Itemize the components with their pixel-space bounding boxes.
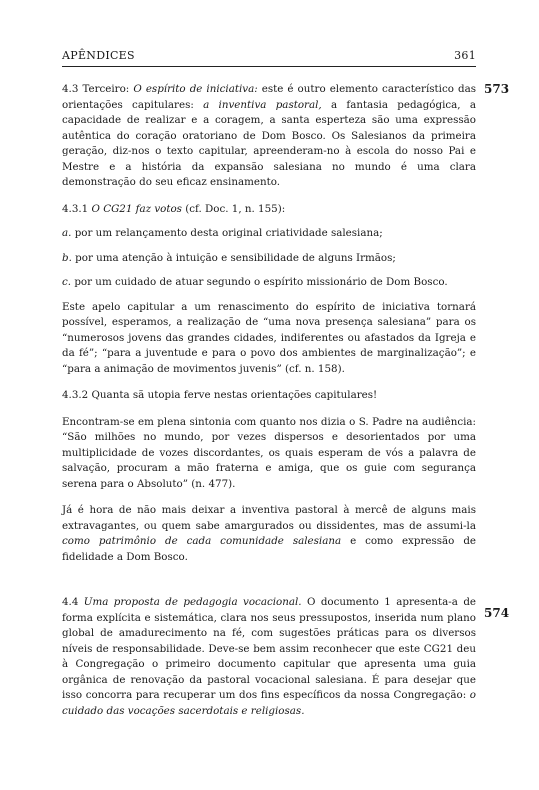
page-number: 361 bbox=[454, 49, 476, 62]
header-rule bbox=[62, 66, 476, 67]
list-item-b: b. por uma atenção à intuição e sensibilidade de alguns Irmãos; bbox=[62, 251, 396, 264]
list-item-a: a. por um relançamento desta original criatividade salesiana; bbox=[62, 227, 383, 239]
margin-number-574: 574 bbox=[484, 606, 510, 620]
paragraph-4-3-2-b: Já é hora de não mais deixar a inventiva pastoral à mercê de alguns mais extravagantes, ou quem sabe amargurados ou dissidentes, mas de assumi-la como patrimônio de cada comunidade salesiana e como expressão de fidelidade a Dom Bosco. bbox=[62, 504, 476, 563]
body-text bbox=[62, 82, 476, 719]
paragraph-4-3: 4.3 Terceiro: O espírito de iniciativa: este é outro elemento característico das orientações capitulares: a inventiva pastoral, a fantasia pedagógica, a capacidade de realizar e a coragem, a santa esperteza são uma expressão autêntica do coração oratoriano de Dom Bosco. Os Salesianos da primeira geração, diz-nos o texto capitular, apreenderam-no à escola do nosso Pai e Mestre e a história da expansão salesiana no mundo é uma clara demonstração do seu eficaz ensinamento. bbox=[62, 83, 476, 188]
paragraph-4-3-2-a: Encontram-se em plena sintonia com quanto nos dizia o S. Padre na audiência: “São milhões no mundo, por vezes dispersos e desorientados por uma multiplicidade de vozes discordantes, os quais esperam de vós a palavra de salvação, procuram a mão fraterna e amiga, que os guie com segurança serena para o Absoluto” (n. 477). bbox=[62, 415, 476, 490]
paragraph-4-3-1: Este apelo capitular a um renascimento do espírito de iniciativa tornará possível, esperamos, a realização de “uma nova presença salesiana” para os “numerosos jovens das grandes cidades, indiferentes ou afastados da Igreja e da fé”; “para a juventude e para o povo dos ambientes de marginalização”; e “para a animação de movimentos juvenis” (cf. n. 158). bbox=[62, 300, 476, 375]
heading-4-3-1: 4.3.1 O CG21 faz votos (cf. Doc. 1, n. 155): bbox=[62, 202, 286, 215]
paragraph-4-4: 4.4 Uma proposta de pedagogia vocacional. O documento 1 apresenta-a de forma explícita e sistemática, clara nos seus pressupostos, inserida num plano global de amadurecimento na fé, com sugestões práticas para os diversos níveis de responsabilidade. Deve-se bem assim reconhecer que este CG21 deu à Congregação o primeiro documento capitular que apresenta uma guia orgânica de renovação da pastoral vocacional salesiana. É para desejar que isso concorra para recuperar um dos fins específicos da nossa Congregação: o cuidado das vocações sacerdotais e religiosas. bbox=[62, 596, 476, 717]
section-title: APÊNDICES bbox=[62, 49, 135, 62]
margin-number-573: 573 bbox=[484, 82, 510, 96]
heading-4-3-2: 4.3.2 Quanta sã utopia ferve nestas orientações capitulares! bbox=[62, 389, 378, 401]
list-item-c: c. por um cuidado de atuar segundo o espírito missionário de Dom Bosco. bbox=[62, 276, 448, 288]
